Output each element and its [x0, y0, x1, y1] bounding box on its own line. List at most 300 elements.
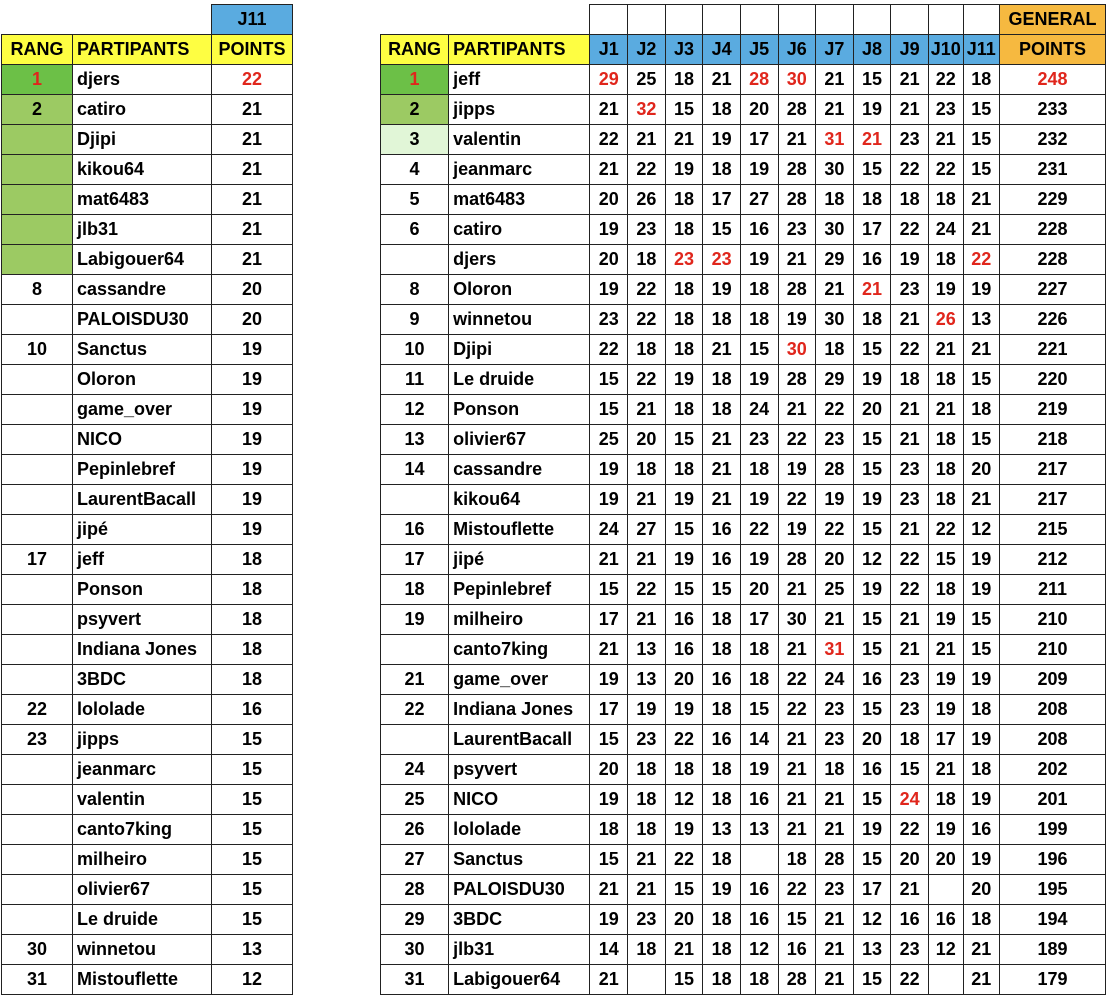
day-score-cell: 18 — [740, 665, 778, 695]
day-score-cell: 19 — [740, 365, 778, 395]
day-score-cell: 28 — [778, 365, 816, 395]
day-score-cell: 18 — [703, 635, 741, 665]
day-score-cell: 20 — [665, 665, 703, 695]
day-score-cell: 21 — [778, 245, 816, 275]
participant-name: Oloron — [73, 365, 212, 395]
day-score-cell: 18 — [665, 395, 703, 425]
day-score-cell: 22 — [778, 485, 816, 515]
day-score-cell: 21 — [703, 425, 741, 455]
day-score-cell: 18 — [740, 305, 778, 335]
day-score-cell: 21 — [816, 95, 854, 125]
participant-name: jipé — [73, 515, 212, 545]
participant-name: PALOISDU30 — [449, 875, 590, 905]
day-score-cell: 12 — [963, 515, 1000, 545]
day-score-cell: 18 — [928, 485, 963, 515]
participant-name: olivier67 — [449, 425, 590, 455]
total-points-cell: 194 — [1000, 905, 1106, 935]
day-score-cell: 19 — [703, 875, 741, 905]
participant-column-header[interactable]: PARTIPANTS — [449, 35, 590, 65]
total-points-cell: 196 — [1000, 845, 1106, 875]
day-score-cell: 19 — [853, 485, 891, 515]
day-score-cell: 20 — [740, 575, 778, 605]
day-score-cell: 19 — [963, 845, 1000, 875]
rank-cell: 29 — [381, 905, 449, 935]
rank-cell — [2, 905, 73, 935]
day-score-cell: 20 — [853, 395, 891, 425]
points-cell: 15 — [212, 875, 293, 905]
day-score-cell: 21 — [778, 725, 816, 755]
day-score-cell: 21 — [928, 125, 963, 155]
day-score-cell: 22 — [928, 65, 963, 95]
day-score-cell: 19 — [665, 365, 703, 395]
day-score-cell: 25 — [816, 575, 854, 605]
rank-cell — [2, 485, 73, 515]
day-score-cell: 18 — [703, 365, 741, 395]
day-score-cell: 15 — [853, 155, 891, 185]
day-score-cell: 19 — [928, 815, 963, 845]
day-score-cell: 21 — [963, 485, 1000, 515]
day-score-cell: 21 — [891, 635, 929, 665]
day-score-cell: 23 — [891, 695, 929, 725]
day-score-cell: 15 — [853, 785, 891, 815]
day-score-cell: 15 — [853, 515, 891, 545]
day-score-cell: 15 — [963, 95, 1000, 125]
day-score-cell: 13 — [740, 815, 778, 845]
rank-cell — [2, 395, 73, 425]
participant-name: Ponson — [73, 575, 212, 605]
points-cell: 21 — [212, 245, 293, 275]
table-row — [2, 65, 293, 95]
day-score-cell: 25 — [628, 65, 666, 95]
day-score-cell: 18 — [665, 755, 703, 785]
rank-cell — [2, 605, 73, 635]
rank-cell — [2, 575, 73, 605]
rank-cell — [2, 425, 73, 455]
table-row — [2, 155, 293, 185]
table-row — [2, 635, 293, 665]
day-score-cell: 19 — [928, 275, 963, 305]
day-score-cell: 22 — [628, 575, 666, 605]
day-score-cell: 30 — [778, 605, 816, 635]
table-row — [381, 425, 1106, 455]
participant-name: valentin — [449, 125, 590, 155]
points-cell: 15 — [212, 815, 293, 845]
day-score-cell: 18 — [740, 635, 778, 665]
rank-cell: 27 — [381, 845, 449, 875]
day-score-cell: 22 — [778, 425, 816, 455]
day-score-cell: 22 — [740, 515, 778, 545]
participant-name: winnetou — [449, 305, 590, 335]
day-score-cell: 15 — [703, 215, 741, 245]
rank-cell: 23 — [2, 725, 73, 755]
day-score-cell: 18 — [665, 275, 703, 305]
day-score-cell: 21 — [816, 275, 854, 305]
day-score-cell: 23 — [628, 725, 666, 755]
day-score-cell: 15 — [928, 545, 963, 575]
day-score-cell: 21 — [703, 485, 741, 515]
participant-name: jlb31 — [73, 215, 212, 245]
day-header-j11[interactable]: J11 — [212, 5, 293, 35]
total-points-cell: 195 — [1000, 875, 1106, 905]
participant-name: psyvert — [73, 605, 212, 635]
table-row — [381, 905, 1106, 935]
participant-name: jeanmarc — [449, 155, 590, 185]
day-score-cell: 21 — [590, 95, 628, 125]
table-row — [381, 395, 1106, 425]
day-score-cell: 15 — [665, 965, 703, 995]
general-standings-table — [380, 4, 1106, 995]
day-column-header[interactable]: J8 — [853, 35, 891, 65]
day-score-cell: 23 — [891, 665, 929, 695]
day-score-cell: 22 — [628, 365, 666, 395]
table-row — [2, 305, 293, 335]
day-score-cell: 19 — [853, 365, 891, 395]
day-score-cell: 21 — [963, 935, 1000, 965]
day-score-cell: 23 — [590, 305, 628, 335]
day-score-cell: 23 — [816, 725, 854, 755]
day-score-cell: 19 — [891, 245, 929, 275]
total-points-cell: 215 — [1000, 515, 1106, 545]
day-score-cell: 22 — [665, 845, 703, 875]
day-score-cell: 18 — [703, 95, 741, 125]
day-column-header[interactable]: J4 — [703, 35, 741, 65]
day-score-cell: 15 — [590, 575, 628, 605]
points-column-header[interactable]: POINTS — [212, 35, 293, 65]
blank-cell — [778, 5, 816, 35]
participant-name: jeff — [449, 65, 590, 95]
day-score-cell: 19 — [628, 695, 666, 725]
day-score-cell: 19 — [778, 305, 816, 335]
day-column-header[interactable]: J1 — [590, 35, 628, 65]
day-score-cell: 22 — [891, 815, 929, 845]
rank-cell — [2, 125, 73, 155]
participant-name: 3BDC — [449, 905, 590, 935]
rank-cell: 22 — [381, 695, 449, 725]
day-score-cell: 16 — [853, 665, 891, 695]
day-score-cell: 18 — [665, 455, 703, 485]
day-score-cell: 28 — [778, 95, 816, 125]
day-score-cell: 21 — [628, 125, 666, 155]
day-score-cell: 22 — [928, 155, 963, 185]
day-score-cell: 18 — [928, 455, 963, 485]
day-score-cell: 21 — [891, 875, 929, 905]
day-score-cell: 16 — [665, 605, 703, 635]
table-row — [2, 905, 293, 935]
rank-cell — [2, 785, 73, 815]
day-score-cell: 20 — [740, 95, 778, 125]
table-row — [381, 485, 1106, 515]
blank-cell — [816, 5, 854, 35]
participant-name: djers — [449, 245, 590, 275]
day-score-cell: 21 — [963, 335, 1000, 365]
day-score-cell: 15 — [963, 365, 1000, 395]
total-points-cell: 210 — [1000, 605, 1106, 635]
table-row — [2, 605, 293, 635]
participant-name: canto7king — [449, 635, 590, 665]
day-score-cell: 19 — [740, 155, 778, 185]
day-score-cell: 20 — [590, 185, 628, 215]
day-score-cell: 15 — [853, 965, 891, 995]
day-score-cell: 21 — [665, 935, 703, 965]
day-score-cell: 15 — [703, 575, 741, 605]
day-score-cell: 21 — [628, 545, 666, 575]
participant-name: PALOISDU30 — [73, 305, 212, 335]
day-score-cell: 21 — [703, 335, 741, 365]
day-score-cell: 21 — [816, 935, 854, 965]
day-score-cell: 26 — [628, 185, 666, 215]
day-score-cell: 19 — [590, 455, 628, 485]
participant-name: Le druide — [449, 365, 590, 395]
day-score-cell: 15 — [740, 695, 778, 725]
day-score-cell: 22 — [891, 965, 929, 995]
table-row — [2, 875, 293, 905]
day-score-cell: 28 — [778, 965, 816, 995]
blank-cell — [891, 5, 929, 35]
day-score-cell: 24 — [590, 515, 628, 545]
blank-cell — [73, 5, 212, 35]
total-points-cell: 220 — [1000, 365, 1106, 395]
table-row — [381, 245, 1106, 275]
total-points-cell: 228 — [1000, 215, 1106, 245]
day-score-cell: 23 — [628, 905, 666, 935]
table-row — [2, 545, 293, 575]
participant-name: Djipi — [449, 335, 590, 365]
table-row — [2, 665, 293, 695]
points-cell: 19 — [212, 395, 293, 425]
total-points-cell: 208 — [1000, 725, 1106, 755]
day-score-cell: 18 — [928, 425, 963, 455]
points-cell: 21 — [212, 125, 293, 155]
day-score-cell: 20 — [853, 725, 891, 755]
rank-cell — [381, 635, 449, 665]
day-score-cell: 19 — [853, 95, 891, 125]
rank-cell: 1 — [381, 65, 449, 95]
blank-cell — [590, 5, 628, 35]
day-score-cell: 18 — [891, 185, 929, 215]
participant-name: NICO — [73, 425, 212, 455]
day-score-cell: 19 — [590, 275, 628, 305]
day-column-header[interactable]: J3 — [665, 35, 703, 65]
rank-cell: 26 — [381, 815, 449, 845]
day-score-cell: 21 — [891, 515, 929, 545]
day-score-cell: 18 — [703, 785, 741, 815]
table-row — [381, 575, 1106, 605]
general-column-header-row — [381, 35, 1106, 65]
day-score-cell: 18 — [703, 965, 741, 995]
day-score-cell: 16 — [703, 665, 741, 695]
points-column-header[interactable]: POINTS — [1000, 35, 1106, 65]
day-score-cell: 15 — [740, 335, 778, 365]
day-score-cell: 18 — [703, 935, 741, 965]
participant-name: Sanctus — [73, 335, 212, 365]
rank-cell: 30 — [2, 935, 73, 965]
day-score-cell: 18 — [816, 335, 854, 365]
rank-column-header[interactable]: RANG — [381, 35, 449, 65]
day-score-cell: 23 — [816, 425, 854, 455]
rank-cell: 9 — [381, 305, 449, 335]
day-score-cell: 14 — [590, 935, 628, 965]
day-score-cell: 21 — [628, 605, 666, 635]
day-score-cell: 16 — [740, 785, 778, 815]
table-row — [381, 815, 1106, 845]
rank-cell: 11 — [381, 365, 449, 395]
day-score-cell: 20 — [891, 845, 929, 875]
day-score-cell: 23 — [891, 935, 929, 965]
day-score-cell: 18 — [703, 155, 741, 185]
day-score-cell: 21 — [816, 65, 854, 95]
blank-cell — [853, 5, 891, 35]
day-score-cell: 19 — [740, 755, 778, 785]
day-column-header[interactable]: J5 — [740, 35, 778, 65]
rank-cell — [2, 515, 73, 545]
participant-name: lololade — [449, 815, 590, 845]
day-score-cell: 24 — [740, 395, 778, 425]
rank-cell — [2, 245, 73, 275]
day-score-cell: 15 — [853, 455, 891, 485]
blank-cell — [703, 5, 741, 35]
table-row — [2, 425, 293, 455]
day-score-cell: 21 — [628, 845, 666, 875]
day-score-cell: 22 — [628, 305, 666, 335]
points-cell: 13 — [212, 935, 293, 965]
day-score-cell: 21 — [891, 305, 929, 335]
day-column-header[interactable]: J9 — [891, 35, 929, 65]
day-score-cell: 16 — [928, 905, 963, 935]
day-score-cell: 30 — [816, 155, 854, 185]
day-score-cell: 15 — [665, 95, 703, 125]
table-row — [2, 125, 293, 155]
total-points-cell: 231 — [1000, 155, 1106, 185]
day-score-cell: 21 — [928, 395, 963, 425]
day-score-cell: 19 — [928, 605, 963, 635]
day-score-cell: 16 — [665, 635, 703, 665]
day-score-cell: 22 — [816, 515, 854, 545]
day-column-header[interactable]: J2 — [628, 35, 666, 65]
day-column-header[interactable]: J11 — [963, 35, 1000, 65]
day-score-cell: 19 — [740, 545, 778, 575]
day-score-cell: 19 — [590, 665, 628, 695]
participant-name: jeff — [73, 545, 212, 575]
day-score-cell: 22 — [891, 155, 929, 185]
table-row — [381, 365, 1106, 395]
table-row — [2, 695, 293, 725]
rank-cell — [2, 845, 73, 875]
day-score-cell: 19 — [853, 575, 891, 605]
participant-name: mat6483 — [449, 185, 590, 215]
day-score-cell: 28 — [816, 845, 854, 875]
day-score-cell: 19 — [590, 485, 628, 515]
day-column-header[interactable]: J6 — [778, 35, 816, 65]
rank-cell — [2, 155, 73, 185]
day-score-cell: 23 — [891, 485, 929, 515]
total-points-cell: 210 — [1000, 635, 1106, 665]
day-column-header[interactable]: J7 — [816, 35, 854, 65]
day-score-cell: 12 — [853, 905, 891, 935]
rank-cell — [381, 485, 449, 515]
points-cell: 20 — [212, 275, 293, 305]
day-score-cell: 21 — [590, 155, 628, 185]
total-points-cell: 201 — [1000, 785, 1106, 815]
day-score-cell: 18 — [703, 605, 741, 635]
general-header[interactable]: GENERAL — [1000, 5, 1106, 35]
day-score-cell: 23 — [778, 215, 816, 245]
table-row — [381, 275, 1106, 305]
points-cell: 19 — [212, 485, 293, 515]
day-score-cell: 18 — [928, 245, 963, 275]
table-row — [2, 845, 293, 875]
general-top-header-row — [381, 5, 1106, 35]
day-column-header[interactable]: J10 — [928, 35, 963, 65]
day-score-cell: 19 — [665, 155, 703, 185]
day-score-cell: 19 — [703, 125, 741, 155]
day-score-cell: 19 — [665, 695, 703, 725]
day-score-cell: 22 — [928, 515, 963, 545]
day-score-cell: 19 — [963, 275, 1000, 305]
total-points-cell: 227 — [1000, 275, 1106, 305]
points-cell: 18 — [212, 575, 293, 605]
participant-name: jipps — [73, 725, 212, 755]
points-cell: 18 — [212, 545, 293, 575]
day-score-cell: 17 — [853, 215, 891, 245]
day-score-cell: 25 — [590, 425, 628, 455]
rank-cell: 12 — [381, 395, 449, 425]
day-score-cell: 20 — [628, 425, 666, 455]
rank-cell: 1 — [2, 65, 73, 95]
total-points-cell: 179 — [1000, 965, 1106, 995]
day-score-cell: 18 — [703, 845, 741, 875]
rank-cell — [2, 665, 73, 695]
points-cell: 12 — [212, 965, 293, 995]
table-row — [381, 785, 1106, 815]
rank-cell: 6 — [381, 215, 449, 245]
day-score-cell: 19 — [740, 485, 778, 515]
total-points-cell: 233 — [1000, 95, 1106, 125]
day-score-cell: 30 — [816, 215, 854, 245]
day-score-cell: 15 — [853, 65, 891, 95]
day-score-cell: 16 — [891, 905, 929, 935]
day-score-cell: 26 — [928, 305, 963, 335]
participant-column-header[interactable]: PARTIPANTS — [73, 35, 212, 65]
blank-cell — [628, 5, 666, 35]
day-score-cell: 14 — [740, 725, 778, 755]
total-points-cell: 232 — [1000, 125, 1106, 155]
day-score-cell: 20 — [590, 245, 628, 275]
table-row — [381, 545, 1106, 575]
day-score-cell: 19 — [703, 275, 741, 305]
table-row — [2, 485, 293, 515]
total-points-cell: 209 — [1000, 665, 1106, 695]
table-row — [2, 215, 293, 245]
points-cell: 21 — [212, 95, 293, 125]
blank-cell — [2, 5, 73, 35]
day-score-cell: 21 — [665, 125, 703, 155]
table-row — [2, 755, 293, 785]
day-score-cell: 23 — [816, 875, 854, 905]
participant-name: LaurentBacall — [73, 485, 212, 515]
points-cell: 18 — [212, 665, 293, 695]
points-cell: 21 — [212, 155, 293, 185]
day-score-cell: 15 — [853, 335, 891, 365]
day-score-cell: 21 — [816, 785, 854, 815]
blank-cell — [665, 5, 703, 35]
participant-name: kikou64 — [73, 155, 212, 185]
day-score-cell: 22 — [665, 725, 703, 755]
rank-column-header[interactable]: RANG — [2, 35, 73, 65]
day-score-cell: 18 — [703, 755, 741, 785]
day-score-cell: 15 — [590, 725, 628, 755]
table-row — [381, 725, 1106, 755]
day-score-cell: 18 — [628, 755, 666, 785]
